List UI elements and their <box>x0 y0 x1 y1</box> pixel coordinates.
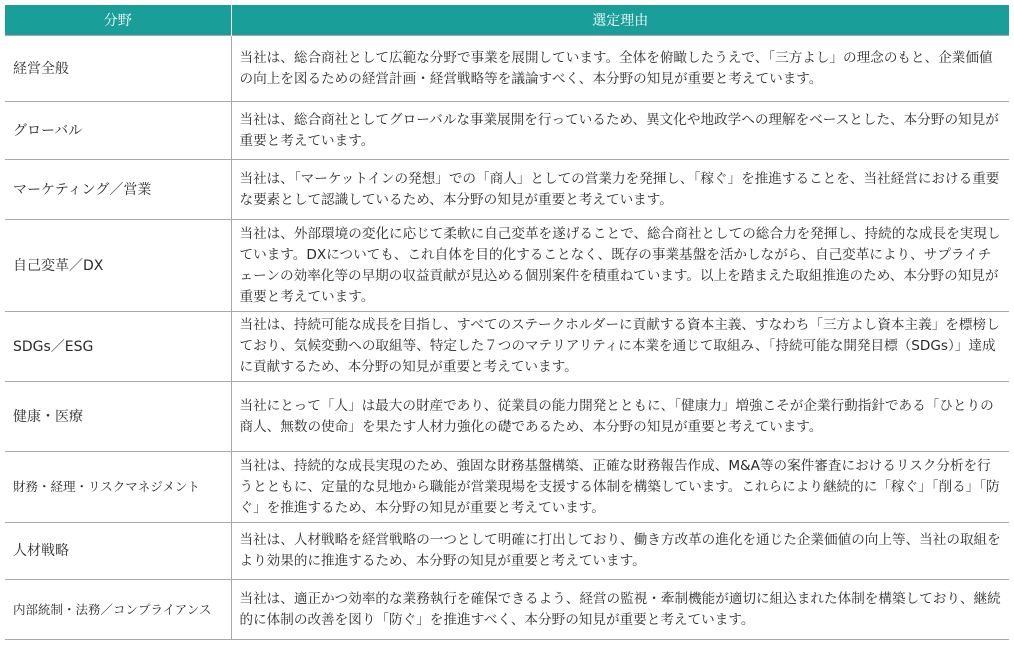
field-cell: 内部統制・法務／コンプライアンス <box>5 580 231 640</box>
field-cell: グローバル <box>5 102 231 160</box>
reason-cell: 当社は、適正かつ効率的な業務執行を確保できるよう、経営の監視・牽制機能が適切に組込まれた体制を構築しており、継続的に体制の改善を図り「防ぐ」を推進すべく、本分野の知見が重要と考えています。 <box>231 580 1009 640</box>
header-field: 分野 <box>5 5 231 36</box>
table-header-row <box>5 5 1009 36</box>
table-row <box>5 580 1009 640</box>
reason-cell: 当社は、「マーケットインの発想」での「商人」としての営業力を発揮し、「稼ぐ」を推進することを、当社経営における重要な要素として認識しているため、本分野の知見が重要と考えています。 <box>231 160 1009 220</box>
table-row <box>5 382 1009 452</box>
selection-reason-table <box>5 5 1009 640</box>
table-row <box>5 36 1009 102</box>
reason-cell: 当社は、総合商社として広範な分野で事業を展開しています。全体を俯瞰したうえで、「三方よし」の理念のもと、企業価値の向上を図るための経営計画・経営戦略等を議論すべく、本分野の知見が重要と考えています。 <box>231 36 1009 102</box>
reason-cell: 当社は、外部環境の変化に応じて柔軟に自己変革を遂げることで、総合商社としての総合力を発揮し、持続的な成長を実現しています。DXについても、これ自体を目的化することなく、既存の事業基盤を活かしながら、自己変革により、サプライチェーンの効率化等の早期の収益貢献が見込める個別案件を積重ねています。以上を踏まえた取組推進のため、本分野の知見が重要と考えています。 <box>231 220 1009 312</box>
field-cell: 人材戦略 <box>5 523 231 580</box>
selection-reason-table-container <box>5 5 1009 640</box>
field-cell: 自己変革／DX <box>5 220 231 312</box>
field-cell: マーケティング／営業 <box>5 160 231 220</box>
table-row <box>5 160 1009 220</box>
reason-cell: 当社にとって「人」は最大の財産であり、従業員の能力開発とともに、「健康力」増強こそが企業行動指針である「ひとりの商人、無数の使命」を果たす人材力強化の礎であるため、本分野の知見が重要と考えています。 <box>231 382 1009 452</box>
table-row <box>5 523 1009 580</box>
field-cell: 経営全般 <box>5 36 231 102</box>
reason-cell: 当社は、持続的な成長実現のため、強固な財務基盤構築、正確な財務報告作成、M&A等の案件審査におけるリスク分析を行うとともに、定量的な見地から職能が営業現場を支援する体制を構築しています。これらにより継続的に「稼ぐ」「削る」「防ぐ」を推進するため、本分野の知見が重要と考えています。 <box>231 452 1009 523</box>
field-cell: 財務・経理・リスクマネジメント <box>5 452 231 523</box>
table-row <box>5 102 1009 160</box>
reason-cell: 当社は、人材戦略を経営戦略の一つとして明確に打出しており、働き方改革の進化を通じた企業価値の向上等、当社の取組をより効果的に推進するため、本分野の知見が重要と考えています。 <box>231 523 1009 580</box>
field-cell: SDGs／ESG <box>5 312 231 382</box>
table-row <box>5 220 1009 312</box>
table-row <box>5 452 1009 523</box>
field-cell: 健康・医療 <box>5 382 231 452</box>
reason-cell: 当社は、持続可能な成長を目指し、すべてのステークホルダーに貢献する資本主義、すなわち「三方よし資本主義」を標榜しており、気候変動への取組等、特定した７つのマテリアリティに本業を通じて取組み、「持続可能な開発目標（SDGs）」達成に貢献するため、本分野の知見が重要と考えています。 <box>231 312 1009 382</box>
table-row <box>5 312 1009 382</box>
reason-cell: 当社は、総合商社としてグローバルな事業展開を行っているため、異文化や地政学への理解をベースとした、本分野の知見が重要と考えています。 <box>231 102 1009 160</box>
header-reason: 選定理由 <box>231 5 1009 36</box>
